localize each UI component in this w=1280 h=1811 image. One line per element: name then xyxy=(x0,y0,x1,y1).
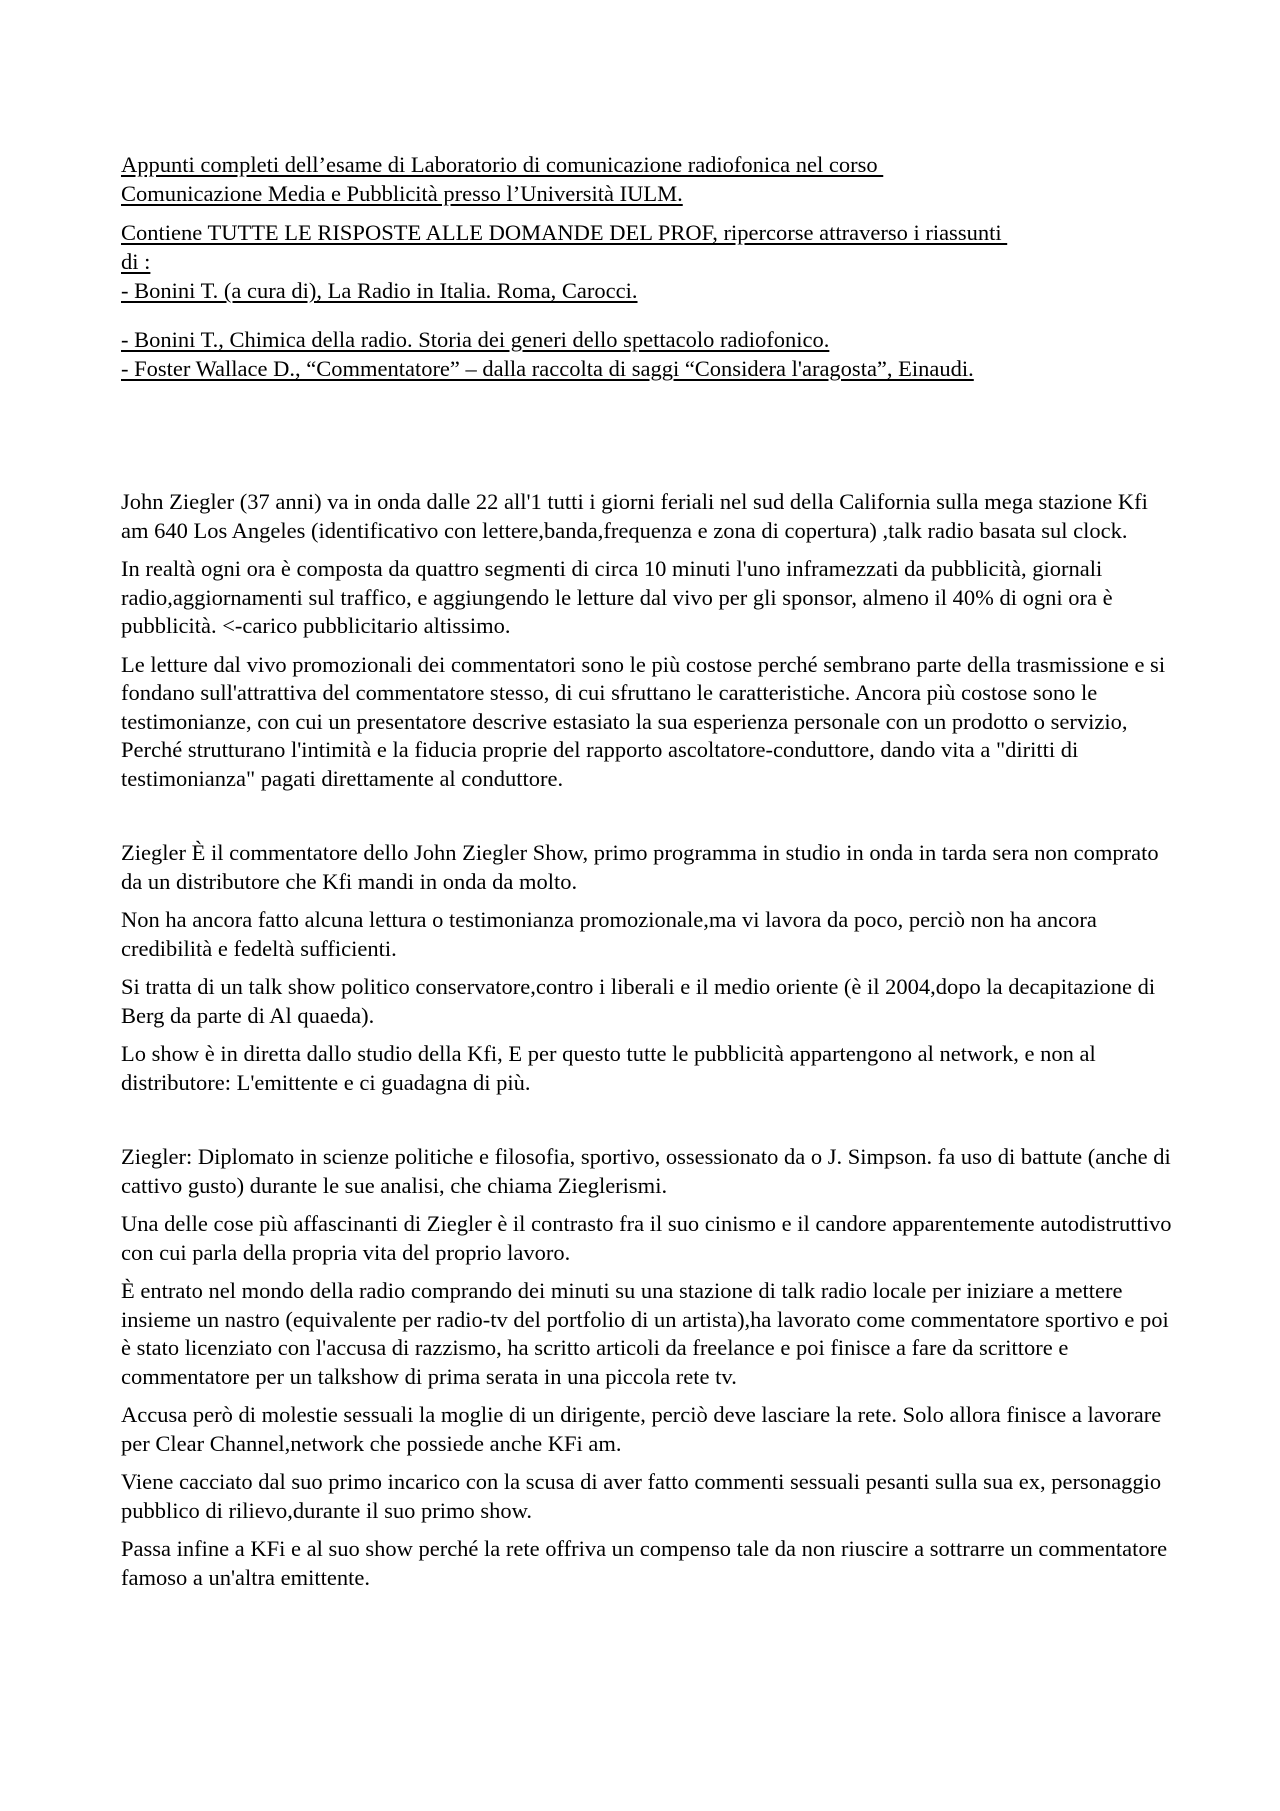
spacer xyxy=(121,208,1181,218)
paragraph: John Ziegler (37 anni) va in onda dalle 22 all'1 tutti i giorni feriali nel sud della California sulla mega stazione Kfi am 640 Los Angeles (identificativo con lettere,banda,frequenza e zona di copertura) ,talk radio basata sul clock. xyxy=(121,489,1148,543)
paragraph: Si tratta di un talk show politico conservatore,contro i liberali e il medio oriente (è il 2004,dopo la decapitazione di Berg da parte di Al quaeda). xyxy=(121,974,1156,1028)
paragraph: Ziegler: Diplomato in scienze politiche e filosofia, sportivo, ossessionato da o J. Simpson. fa uso di battute (anche di cattivo gusto) durante le sue analisi, che chiama Zieglerismi. xyxy=(121,1144,1171,1198)
paragraph: Accusa però di molestie sessuali la moglie di un dirigente, perciò deve lasciare la rete. Solo allora finisce a lavorare per Clear Channel,network che possiede anche KFi am. xyxy=(121,1402,1162,1456)
header-line-text: Contiene TUTTE LE RISPOSTE ALLE DOMANDE DEL PROF, ripercorse attraverso i riassunti xyxy=(121,220,1008,245)
paragraph: Una delle cose più affascinanti di Ziegler è il contrasto fra il suo cinismo e il candore apparentemente autodistruttivo con cui parla della propria vita del proprio lavoro. xyxy=(121,1211,1172,1265)
header-line xyxy=(121,247,1181,276)
header-line xyxy=(121,354,1181,383)
header-line-text: - Foster Wallace D., “Commentatore” – dalla raccolta di saggi “Considera l'aragosta”, Einaudi. xyxy=(121,356,974,381)
section-ziegler-show xyxy=(121,839,1176,1097)
spacer xyxy=(121,1107,1176,1143)
header-line-text: - Bonini T. (a cura di), La Radio in Italia. Roma, Carocci. xyxy=(121,278,638,303)
header-line-text: Appunti completi dell’esame di Laboratorio di comunicazione radiofonica nel corso xyxy=(121,152,884,177)
header-line xyxy=(121,218,1181,247)
paragraph: Le letture dal vivo promozionali dei commentatori sono le più costose perché sembrano parte della trasmissione e si fondano sull'attrattiva del commentatore stesso, di cui sfruttano le caratteristiche. Ancora più costose sono le testimonianze, con cui un presentatore descrive estasiato la sua esperienza personale con un prodotto o servizio, Perché strutturano l'intimità e la fiducia proprie del rapporto ascoltatore-conduttore, dando vita a "diritti di testimonianza" pagati direttamente al conduttore. xyxy=(121,651,1166,791)
header-line xyxy=(121,150,1181,179)
spacer xyxy=(121,305,1181,325)
header-line-text: Comunicazione Media e Pubblicità presso l’Università IULM. xyxy=(121,181,683,206)
spacer xyxy=(121,803,1176,839)
header-line-text: - Bonini T., Chimica della radio. Storia dei generi dello spettacolo radiofonico. xyxy=(121,327,830,352)
paragraph: Lo show è in diretta dallo studio della Kfi, E per questo tutte le pubblicità appartengono al network, e non al distributore: L'emittente e ci guadagna di più. xyxy=(121,1041,1096,1095)
paragraph: Ziegler È il commentatore dello John Ziegler Show, primo programma in studio in onda in tarda sera non comprato da un distributore che Kfi mandi in onda da molto. xyxy=(121,840,1159,894)
paragraph: In realtà ogni ora è composta da quattro segmenti di circa 10 minuti l'uno inframezzati da pubblicità, giornali radio,aggiornamenti sul traffico, e aggiungendo le letture dal vivo per gli sponsor, almeno il 40% di ogni ora è pubblicità. <-carico pubblicitario altissimo. xyxy=(121,556,1113,638)
paragraph: Non ha ancora fatto alcuna lettura o testimonianza promozionale,ma vi lavora da poco, perciò non ha ancora credibilità e fedeltà sufficienti. xyxy=(121,907,1097,961)
section-ziegler-biography xyxy=(121,1143,1176,1592)
paragraph: Viene cacciato dal suo primo incarico con la scusa di aver fatto commenti sessuali pesanti sulla sua ex, personaggio pubblico di rilievo,durante il suo primo show. xyxy=(121,1469,1162,1523)
header-line-text: di : xyxy=(121,249,151,274)
document-body xyxy=(121,488,1176,1602)
document-header xyxy=(121,150,1181,383)
paragraph: Passa infine a KFi e al suo show perché la rete offriva un compenso tale da non riuscire a sottrarre un commentatore famoso a un'altra emittente. xyxy=(121,1536,1168,1590)
header-line xyxy=(121,325,1181,354)
header-line xyxy=(121,179,1181,208)
paragraph: È entrato nel mondo della radio comprando dei minuti su una stazione di talk radio locale per iniziare a mettere insieme un nastro (equivalente per radio-tv del portfolio di un artista),ha lavorato come commentatore sportivo e poi è stato licenziato con l'accusa di razzismo, ha scritto articoli da freelance e poi finisce a fare da scrittore e commentatore per un talkshow di prima serata in una piccola rete tv. xyxy=(121,1278,1169,1389)
section-kfi-station xyxy=(121,488,1176,793)
header-line xyxy=(121,276,1181,305)
